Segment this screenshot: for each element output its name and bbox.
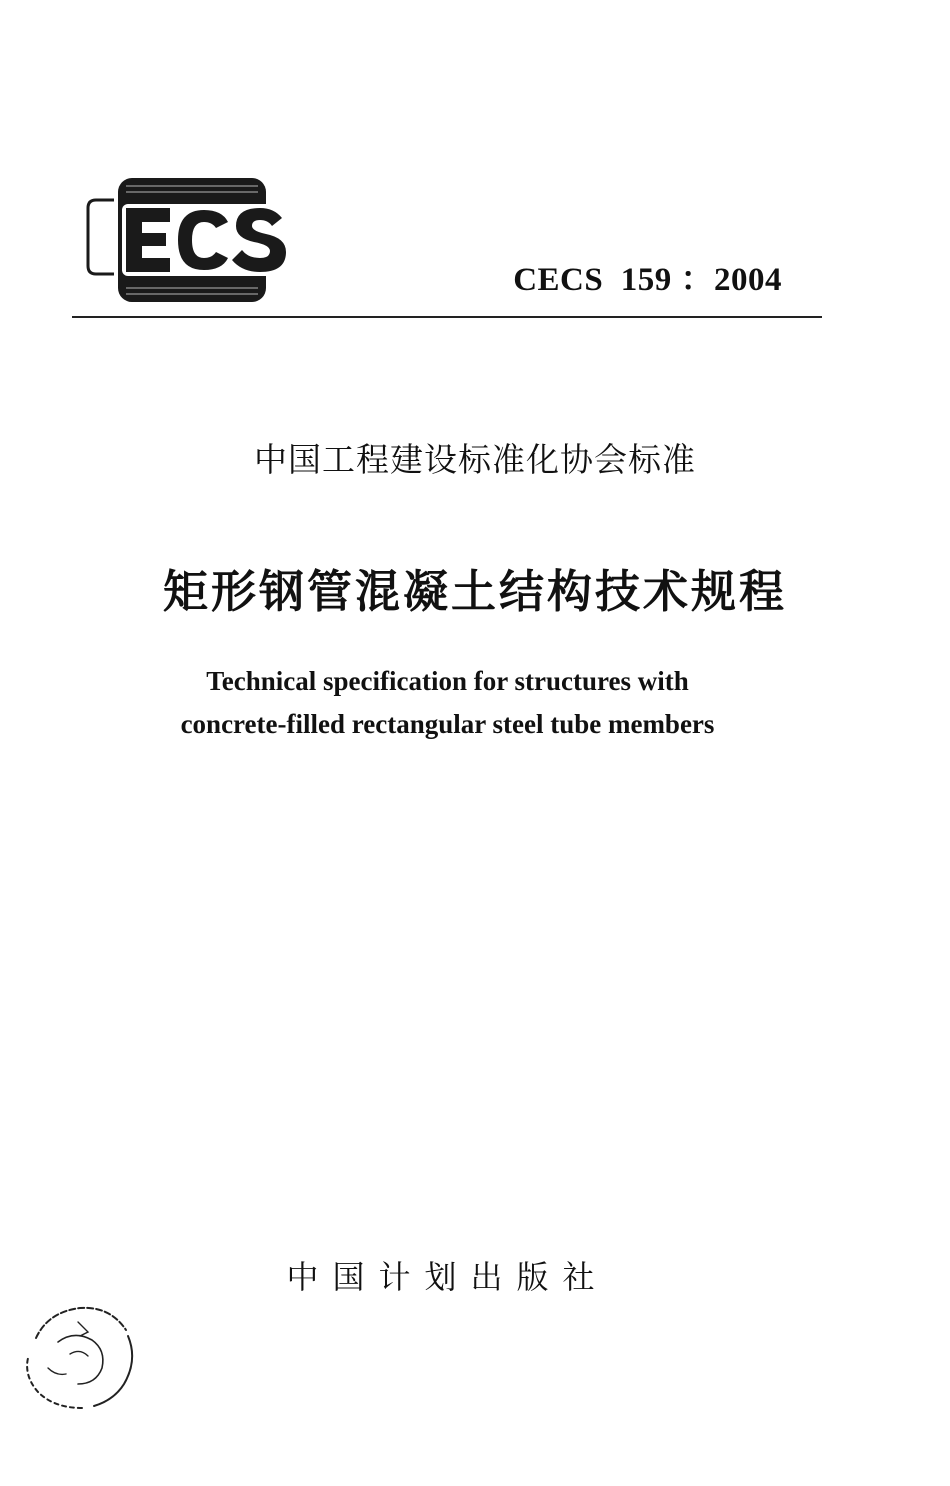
title-english-line2: concrete-filled rectangular steel tube members <box>180 709 715 739</box>
title-chinese: 矩形钢管混凝土结构技术规程 <box>162 565 787 618</box>
publisher-seal-icon <box>18 1302 136 1414</box>
publisher-name: 中国计划出版社 <box>286 1258 609 1296</box>
standard-code: CECS 159 ：2004 <box>513 262 782 298</box>
title-english-line1: Technical specification for structures with <box>206 666 689 696</box>
ecs-logo <box>82 176 292 304</box>
organization-name: 中国工程建设标准化协会标准 <box>254 440 696 479</box>
header-divider <box>72 316 822 318</box>
